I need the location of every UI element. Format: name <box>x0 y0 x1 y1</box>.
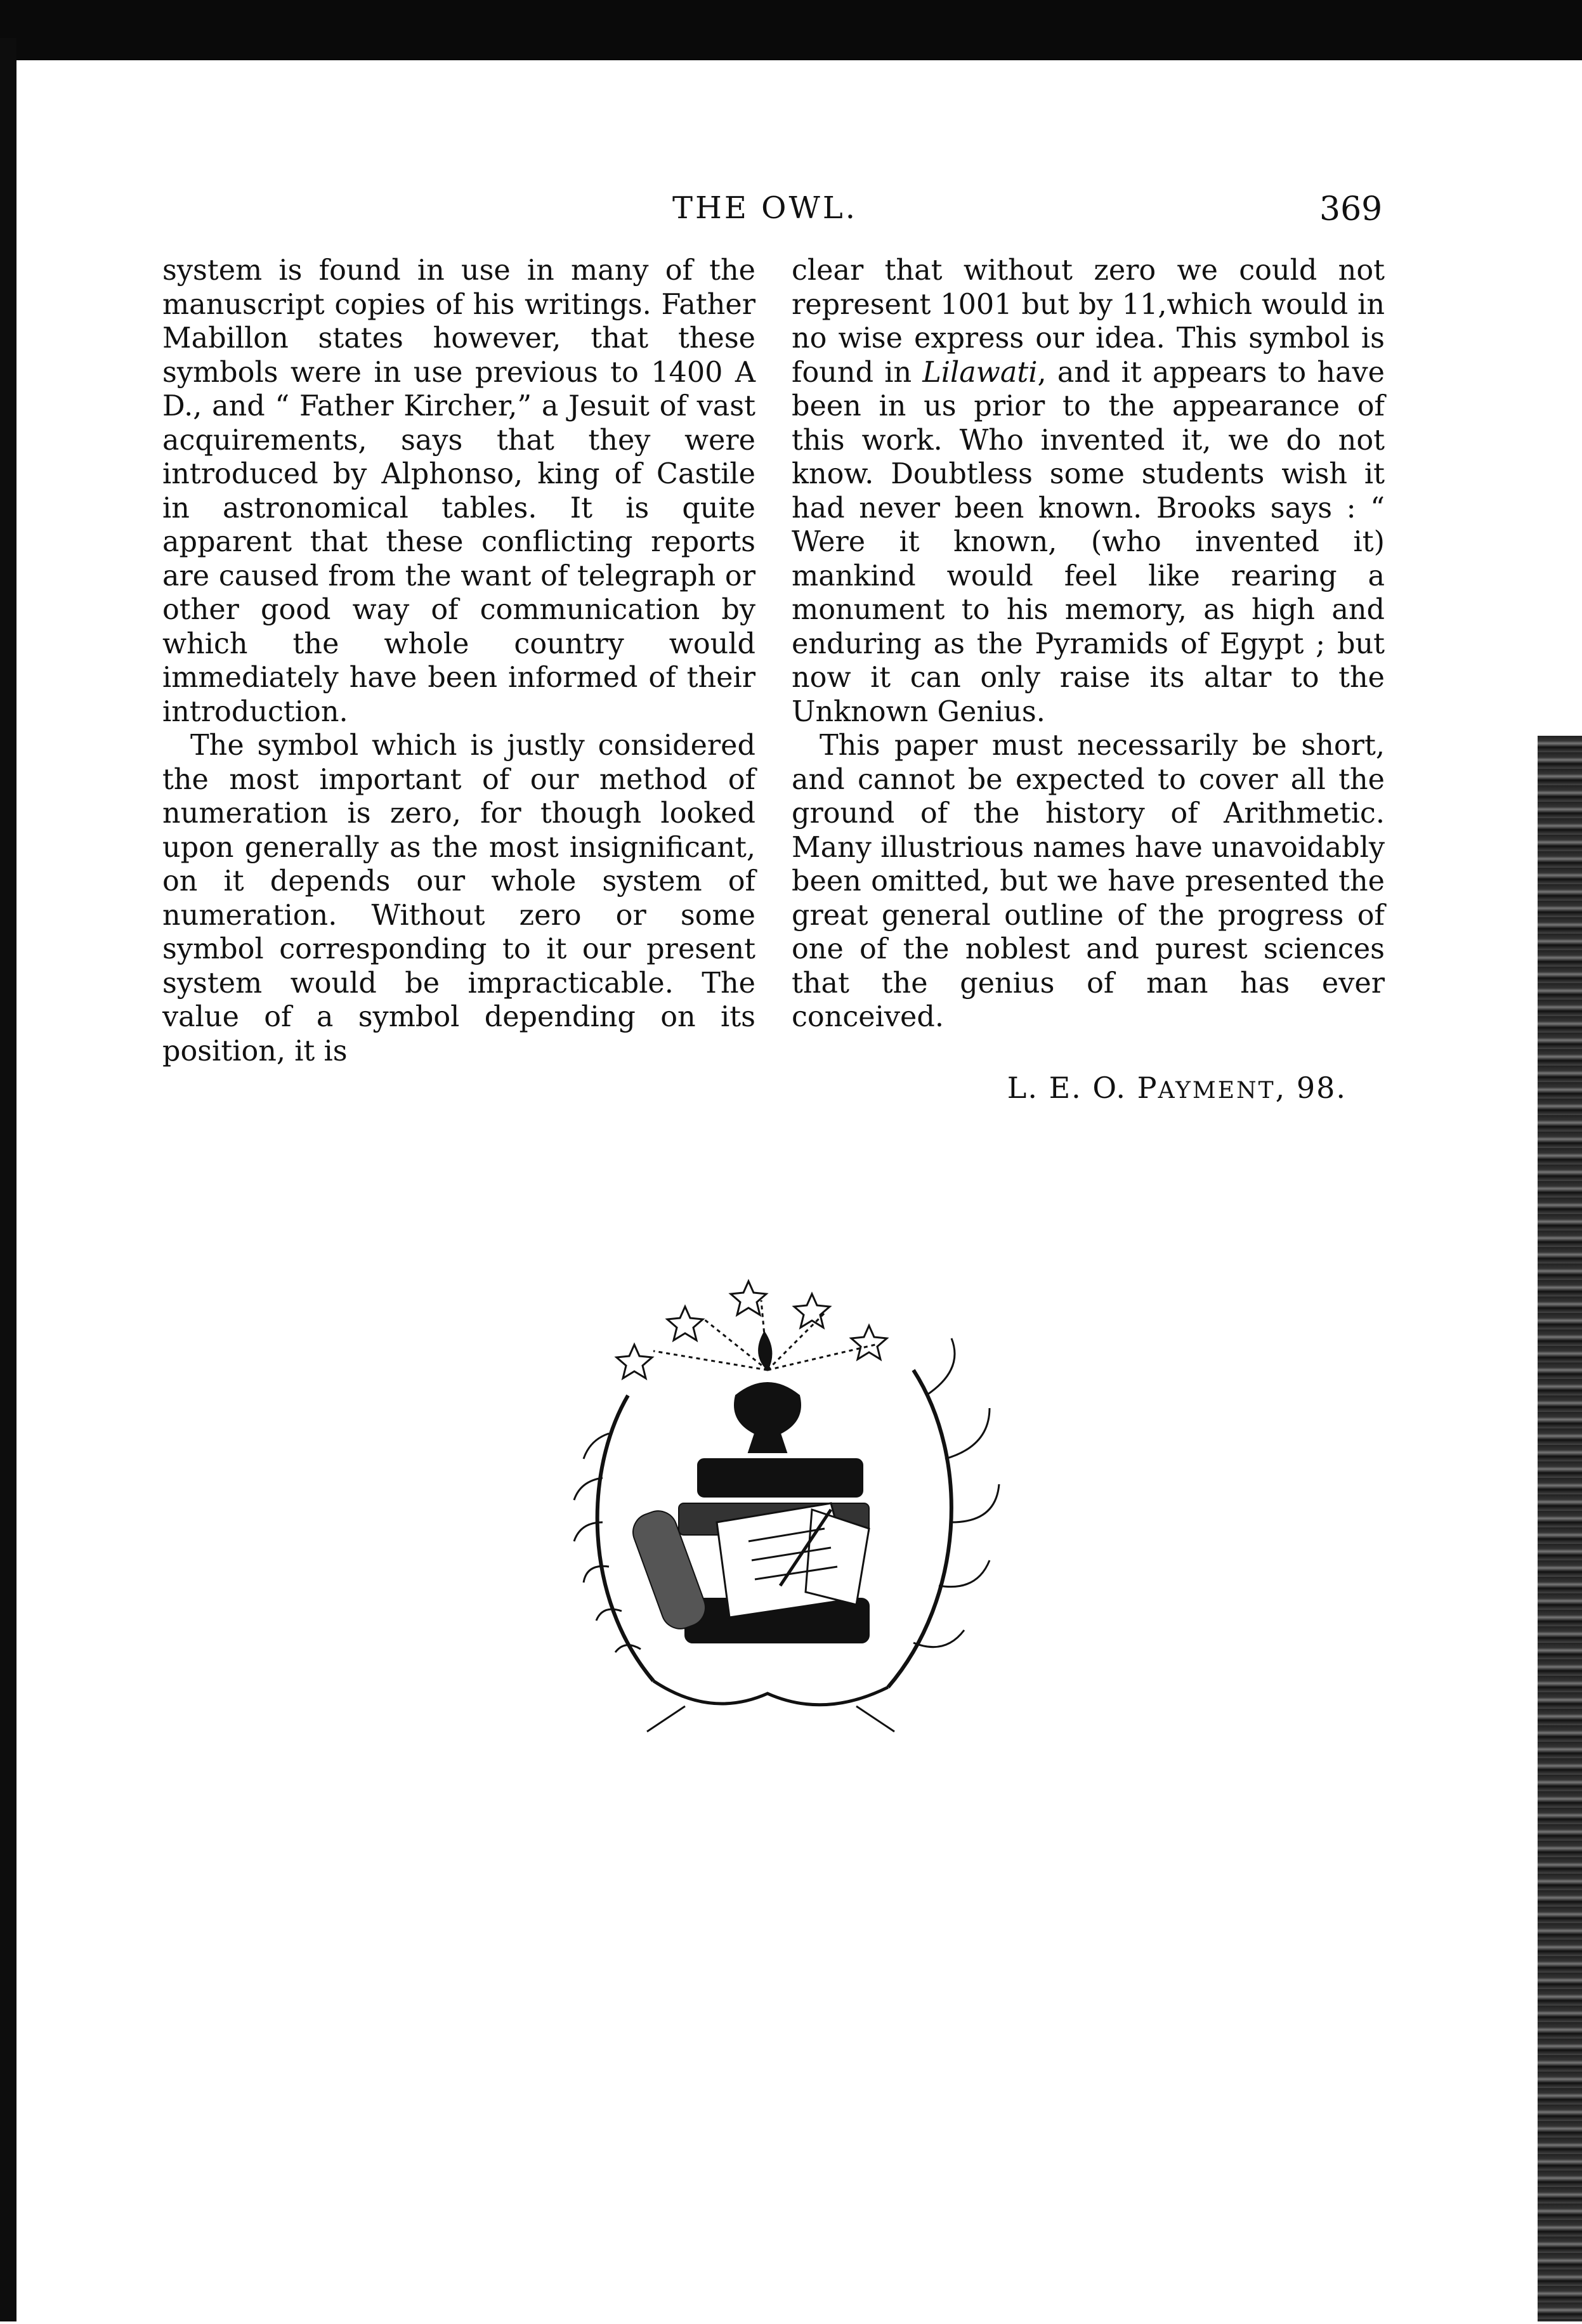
lilawati-title: Lilawati <box>922 356 1038 389</box>
right-paragraph-2: This paper must necessarily be short, and cannot be expected to cover all the ground of the history of Arithmetic. Many illustrious names have unavoidably been omitted, but we have presented the great general outline of the progress of one of the noblest and purest sciences that the genius of man has ever conceived. <box>792 729 1385 1033</box>
signature-year: , 98. <box>1275 1070 1347 1105</box>
scan-top-edge <box>0 0 1582 60</box>
signature-initials: L. E. O. P <box>1007 1070 1158 1105</box>
star-icon <box>617 1281 887 1378</box>
right-paragraph-1-text-b: , and it appears to have been in us prior to the appearance of this work. Who invented it, we do not know. Doubtless some students wish it had never been known. Brooks says : “ Were it known, (who invented it) mankind would feel like rearing a monument to his memory, as high and enduring as the Pyramids of Egypt ; but now it can only raise its altar to the Unknown Genius. <box>792 356 1385 728</box>
right-paragraph-1-text-a: clear that without zero we could not represent 1001 but by 11,which would in no wise express our idea. This symbol is found in <box>792 254 1385 389</box>
running-title: THE OWL. <box>672 190 858 226</box>
scan-right-edge <box>1538 736 1582 2321</box>
author-signature <box>792 1071 1385 1108</box>
page-header <box>0 190 1582 241</box>
right-column <box>792 254 1385 1107</box>
page-number: 369 <box>1319 190 1383 228</box>
scan-left-edge <box>0 38 16 2321</box>
decorative-vignette <box>558 1269 1002 1751</box>
signature-surname: AYMENT <box>1158 1077 1276 1104</box>
left-paragraph-2: The symbol which is justly considered the most important of our method of numeration is zero, for though looked upon generally as the most insignificant, on it depends our whole system of numeration. Without zero or some symbol corresponding to it our present system would be impracticable. The value of a symbol depending on its position, it is <box>162 729 755 1067</box>
right-paragraph-1 <box>792 254 1385 729</box>
left-column <box>162 254 755 1068</box>
left-paragraph-1: system is found in use in many of the manuscript copies of his writings. Father Mabillon states however, that these symbols were in use previous to 1400 A D., and “ Father Kircher,” a Jesuit of vast acquirements, says that they were introduced by Alphonso, king of Castile in astronomical tables. It is quite apparent that these conflicting reports are caused from the want of telegraph or other good way of communication by which the whole country would immediately have been informed of their introduction. <box>162 254 755 728</box>
